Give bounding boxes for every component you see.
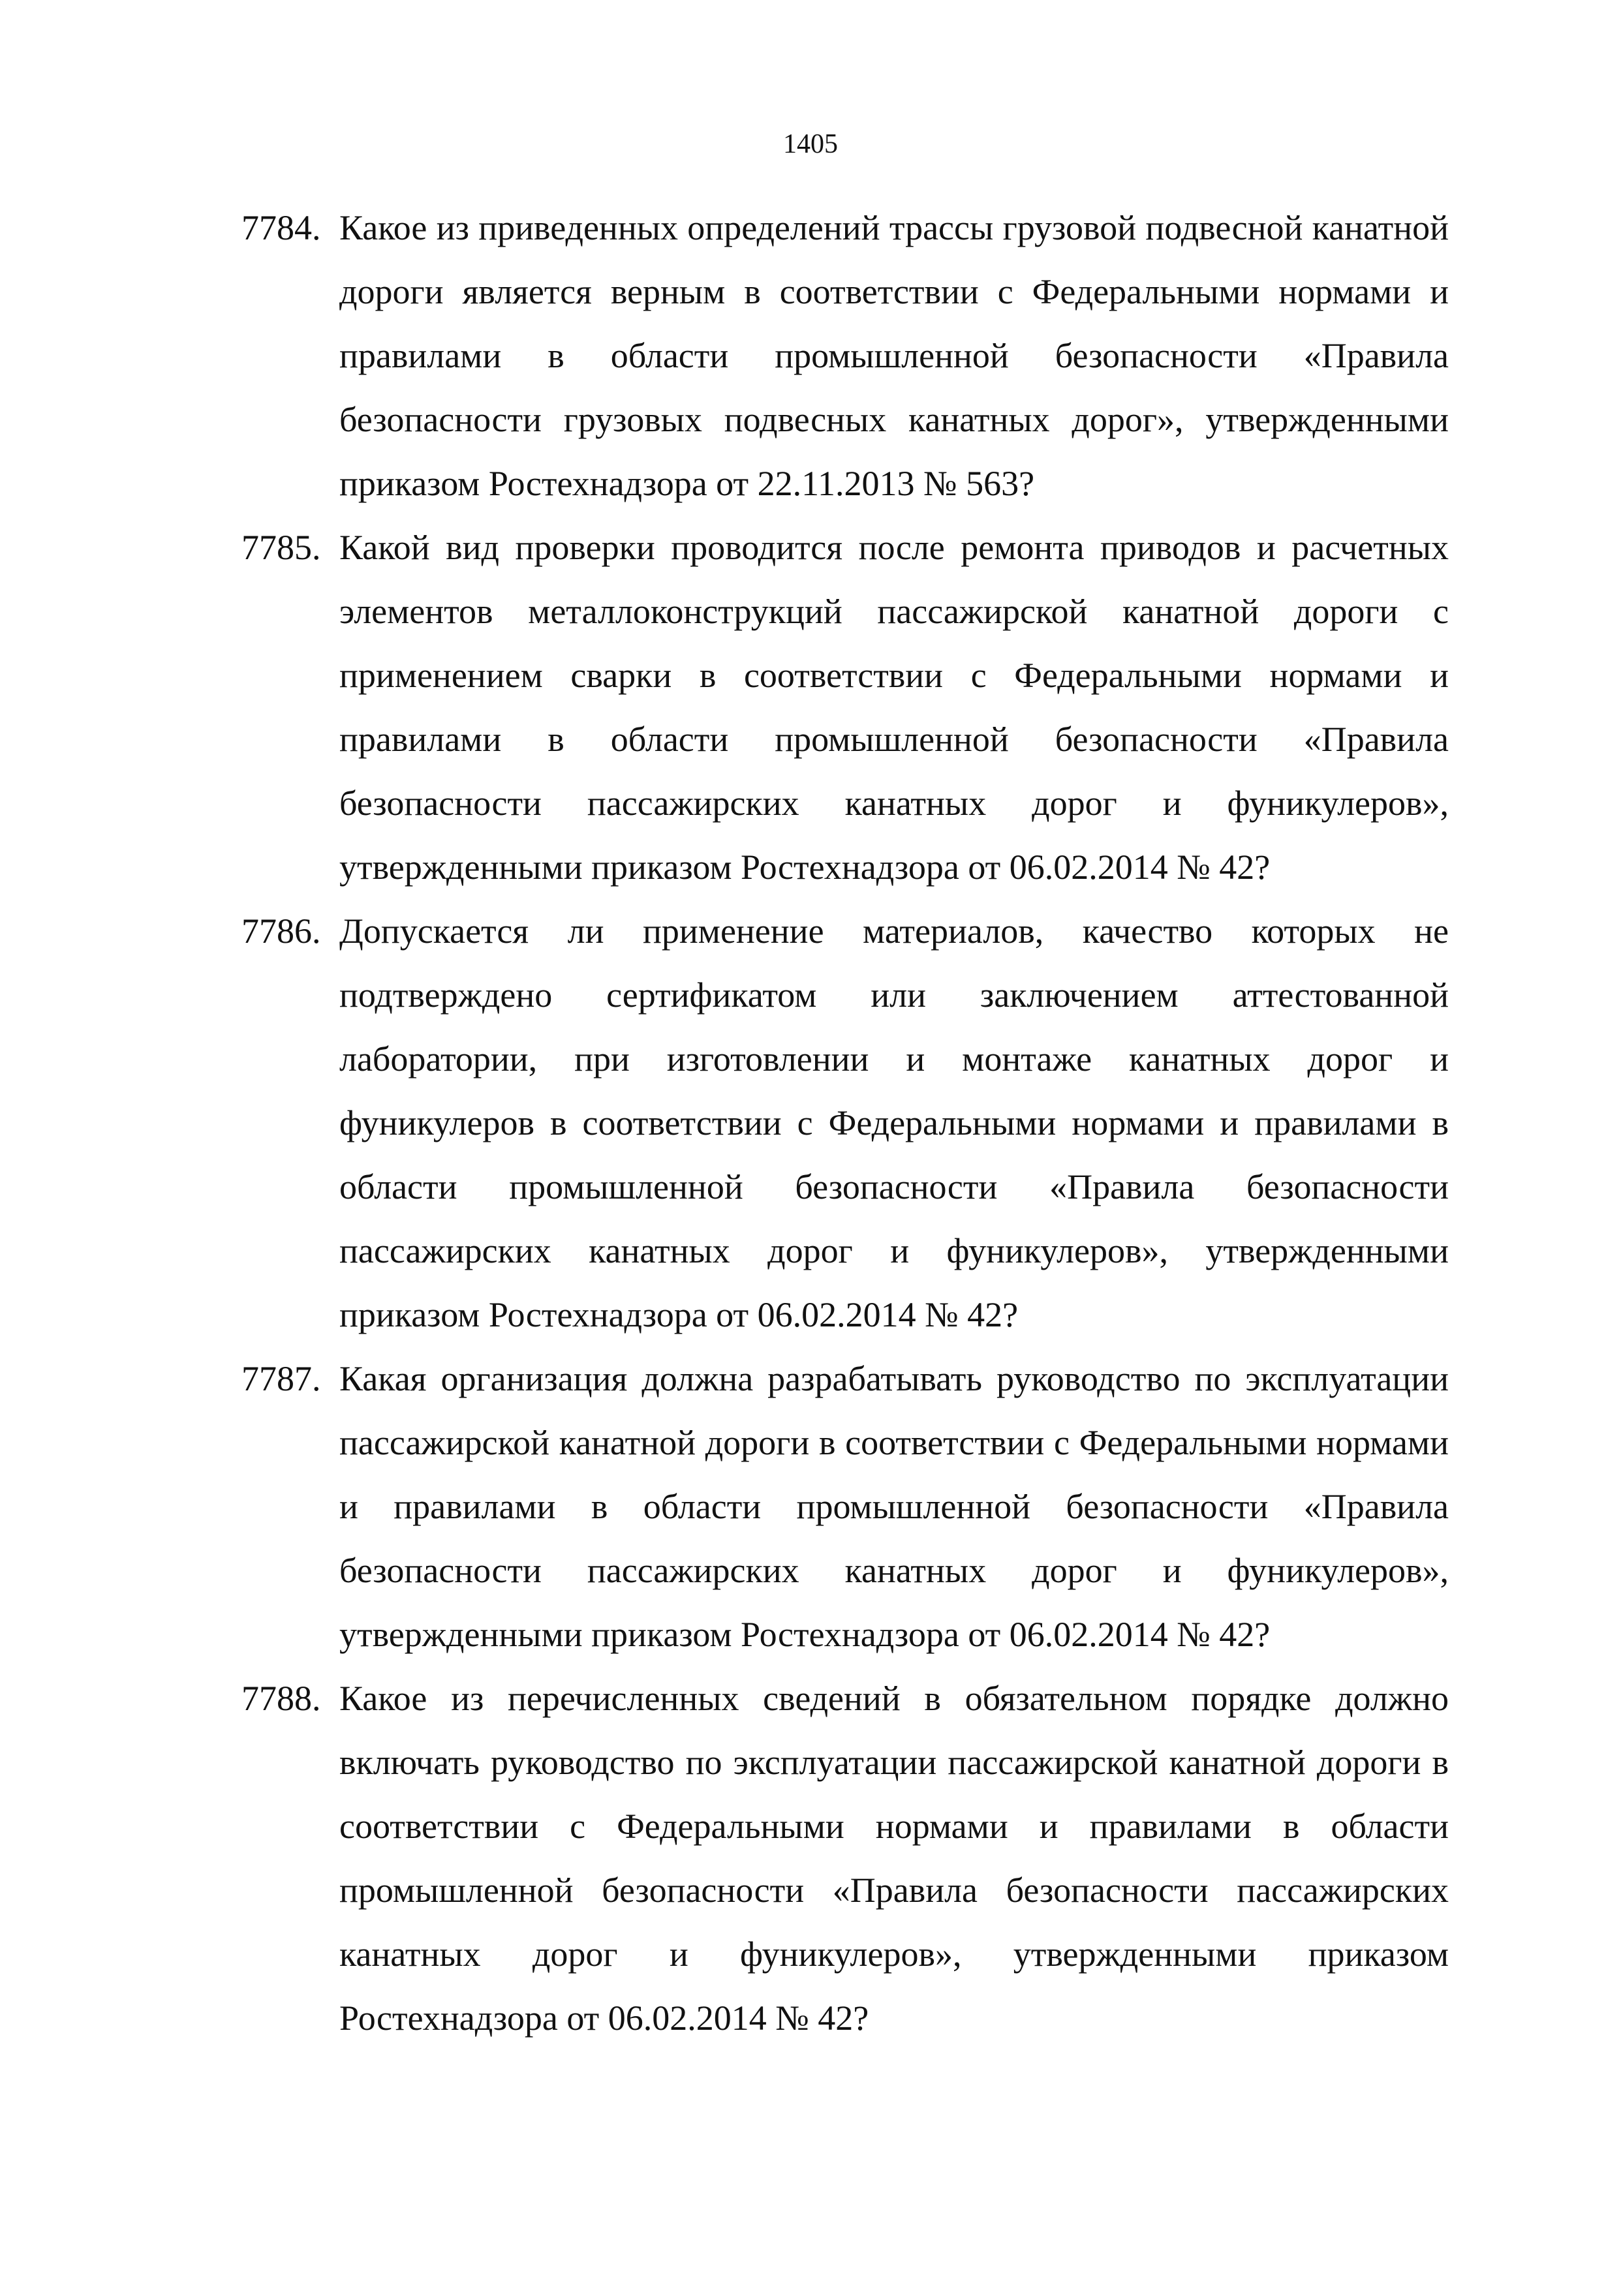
question-7784: [241, 196, 1449, 515]
question-7785: [241, 515, 1449, 899]
question-list: [241, 196, 1449, 2050]
question-number: 7786.: [241, 911, 321, 951]
question-text: Какой вид проверки проводится после ремонта приводов и расчетных элементов металлоконструкций пассажирской канатной дороги с применением сварки в соответствии с Федеральными нормами и правилами в области промышленной безопасности «Правила безопасности пассажирских канатных дорог и фуникулеров», утвержденными приказом Ростехнадзора от 06.02.2014 № 42?: [339, 528, 1449, 887]
question-text: Какая организация должна разрабатывать руководство по эксплуатации пассажирской канатной дороги в соответствии с Федеральными нормами и правилами в области промышленной безопасности «Правила безопасности пассажирских канатных дорог и фуникулеров», утвержденными приказом Ростехнадзора от 06.02.2014 № 42?: [339, 1359, 1449, 1654]
question-number: 7788.: [241, 1679, 321, 1718]
question-text: Какое из приведенных определений трассы грузовой подвесной канатной дороги является верным в соответствии с Федеральными нормами и правилами в области промышленной безопасности «Правила безопасности грузовых подвесных канатных дорог», утвержденными приказом Ростехнадзора от 22.11.2013 № 563?: [339, 208, 1449, 503]
question-number: 7784.: [241, 208, 321, 247]
question-number: 7787.: [241, 1359, 321, 1398]
question-text: Допускается ли применение материалов, качество которых не подтверждено сертификатом или заключением аттестованной лаборатории, при изготовлении и монтаже канатных дорог и фуникулеров в соответствии с Федеральными нормами и правилами в области промышленной безопасности «Правила безопасности пассажирских канатных дорог и фуникулеров», утвержденными приказом Ростехнадзора от 06.02.2014 № 42?: [339, 911, 1449, 1334]
page-number: 1405: [783, 129, 838, 159]
question-7787: [241, 1347, 1449, 1666]
question-7786: [241, 899, 1449, 1347]
question-text: Какое из перечисленных сведений в обязательном порядке должно включать руководство по эксплуатации пассажирской канатной дороги в соответствии с Федеральными нормами и правилами в области промышленной безопасности «Правила безопасности пассажирских канатных дорог и фуникулеров», утвержденными приказом Ростехнадзора от 06.02.2014 № 42?: [339, 1679, 1449, 2038]
question-number: 7785.: [241, 528, 321, 567]
question-7788: [241, 1666, 1449, 2050]
